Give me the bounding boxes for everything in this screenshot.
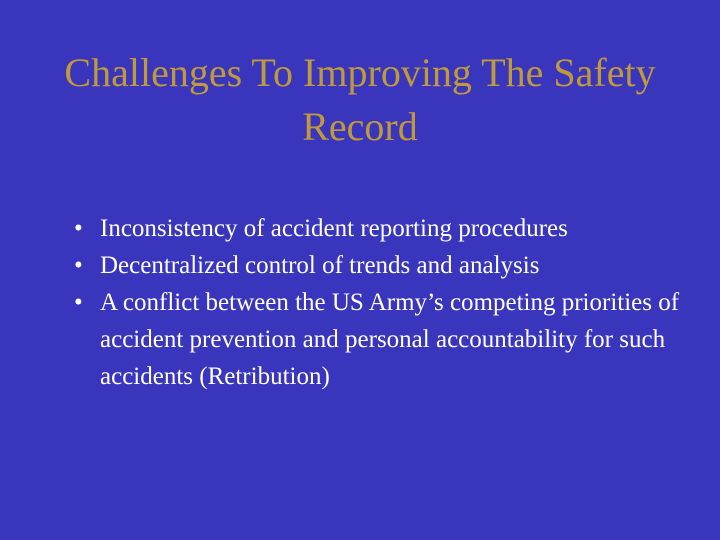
bullet-text: Decentralized control of trends and analysis <box>100 252 540 279</box>
bullet-text: Inconsistency of accident reporting procedures <box>100 215 568 242</box>
bullet-item-priorities-conflict <box>70 284 690 395</box>
slide-title: Challenges To Improving The Safety Record <box>64 50 656 149</box>
bullet-text: A conflict between the US Army’s competing priorities of accident prevention and personal accountability for such accidents (Retribution) <box>100 289 680 390</box>
bullet-marker: • <box>74 252 83 279</box>
bullet-marker: • <box>74 215 83 242</box>
bullet-list <box>70 210 690 395</box>
bullet-item-accident-reporting <box>70 210 690 247</box>
bullet-item-decentralized-control <box>70 247 690 284</box>
bullet-marker: • <box>74 289 83 316</box>
